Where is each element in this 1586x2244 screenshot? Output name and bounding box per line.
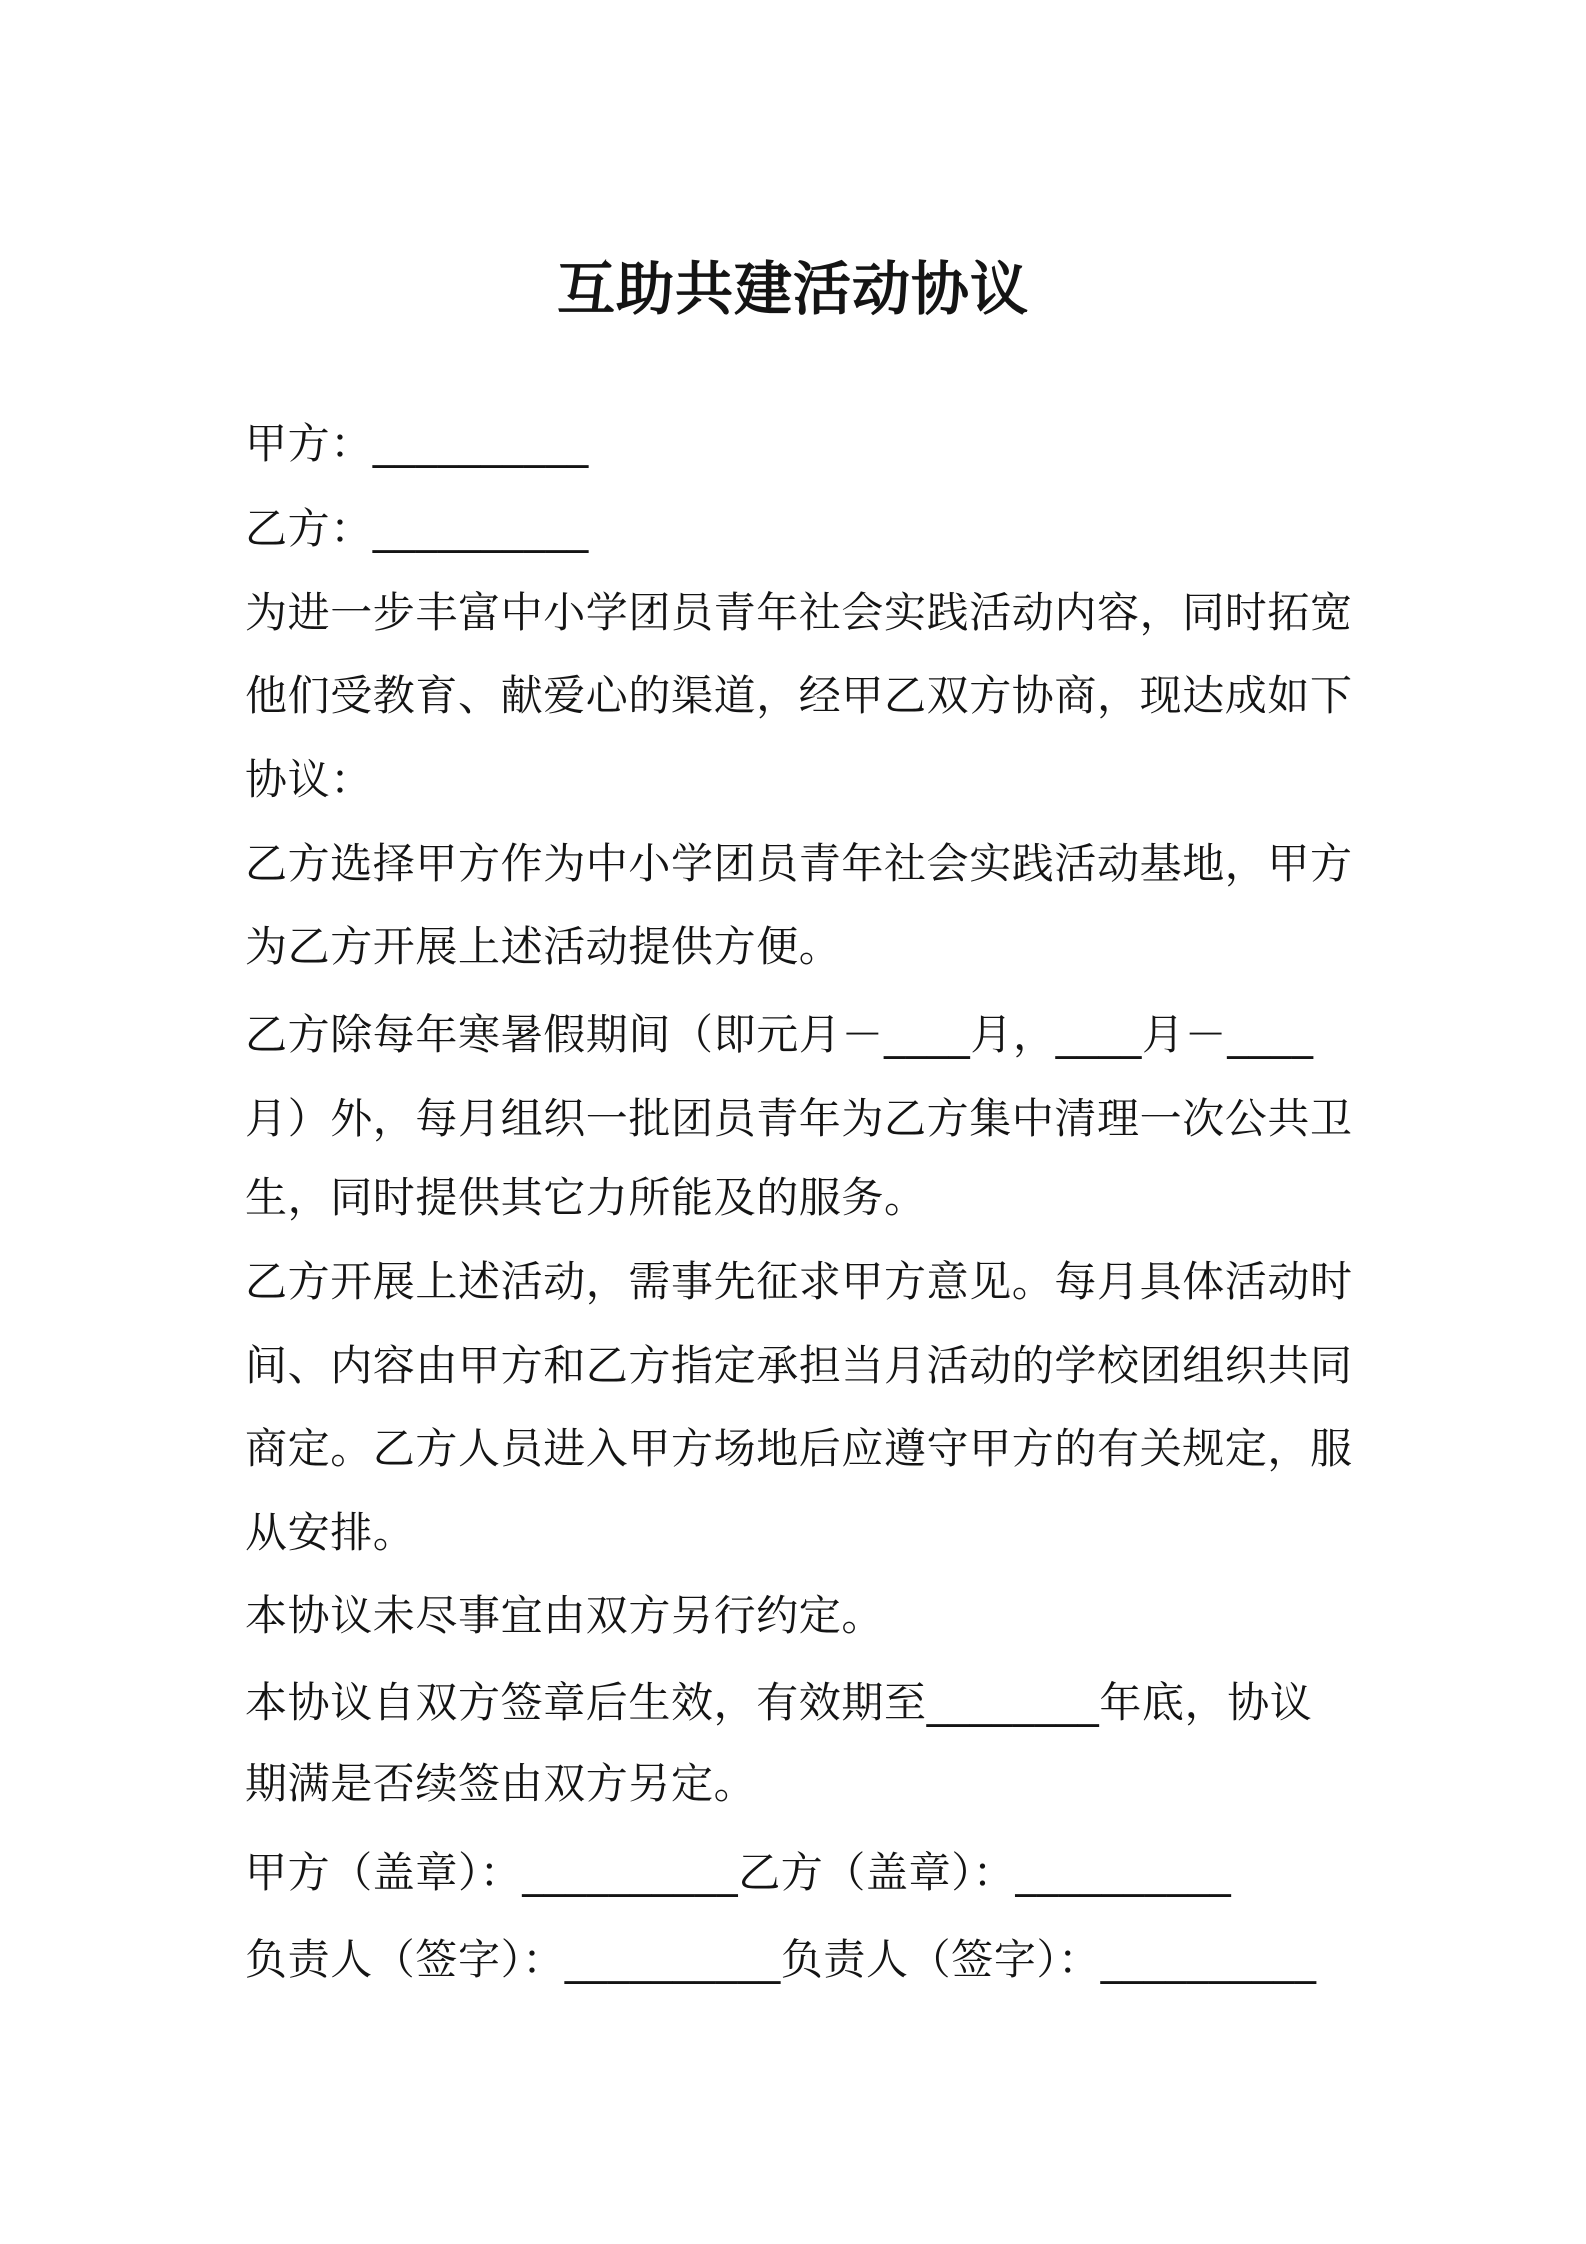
seal-signature-line bbox=[245, 1848, 1231, 1898]
clause-3-line: 间、内容由甲方和乙方指定承担当月活动的学校团组织共同 bbox=[245, 1341, 1353, 1390]
clause-1-line: 为乙方开展上述活动提供方便。 bbox=[245, 922, 842, 971]
clause-2-line: 乙方除每年寒暑假期间（即元月－____月，____月－____ bbox=[245, 1010, 1314, 1059]
responsible-signature-line bbox=[245, 1935, 1317, 1985]
clause-3-line: 从安排。 bbox=[245, 1508, 416, 1557]
party-a-line: 甲方：__________ bbox=[245, 419, 589, 468]
party-a-responsible-sign: 负责人（签字）：__________ bbox=[245, 1935, 781, 1984]
clause-3-line: 乙方开展上述活动，需事先征求甲方意见。每月具体活动时 bbox=[245, 1257, 1353, 1306]
clause-2-line: 生，同时提供其它力所能及的服务。 bbox=[245, 1173, 927, 1222]
clause-2-line: 月）外，每月组织一批团员青年为乙方集中清理一次公共卫 bbox=[245, 1094, 1353, 1143]
party-a-seal: 甲方（盖章）：__________ bbox=[245, 1848, 739, 1897]
party-b-responsible-sign: 负责人（签字）：__________ bbox=[780, 1935, 1317, 1984]
clause-3-line: 商定。乙方人员进入甲方场地后应遵守甲方的有关规定，服 bbox=[245, 1424, 1353, 1473]
clause-5-line: 本协议自双方签章后生效，有效期至________年底，协议 bbox=[245, 1678, 1313, 1727]
intro-line: 协议： bbox=[245, 755, 373, 804]
intro-line: 为进一步丰富中小学团员青年社会实践活动内容，同时拓宽 bbox=[245, 588, 1353, 637]
party-b-seal: 乙方（盖章）：__________ bbox=[738, 1848, 1232, 1897]
document-title: 互助共建活动协议 bbox=[556, 255, 1029, 323]
clause-5-line: 期满是否续签由双方另定。 bbox=[245, 1759, 757, 1808]
clause-4-line: 本协议未尽事宜由双方另行约定。 bbox=[245, 1591, 885, 1640]
intro-line: 他们受教育、献爱心的渠道，经甲乙双方协商，现达成如下 bbox=[245, 671, 1353, 720]
party-b-line: 乙方：__________ bbox=[245, 504, 589, 553]
clause-1-line: 乙方选择甲方作为中小学团员青年社会实践活动基地，甲方 bbox=[245, 839, 1353, 888]
